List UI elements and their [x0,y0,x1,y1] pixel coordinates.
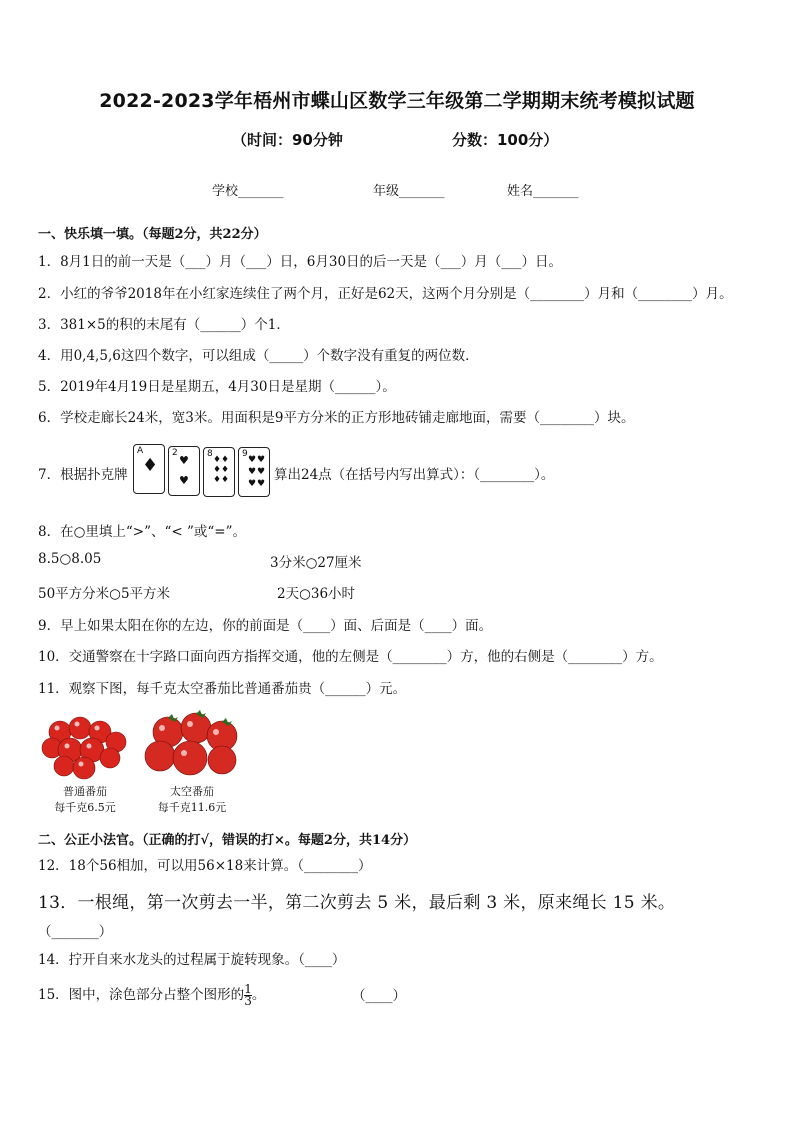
ordinary-tomato-image [40,710,130,780]
question-8b: 3分米○27厘米 [270,555,362,571]
card-4-suit-icon-f: ♥ [257,479,266,489]
card-1-suit-icon: ♦ [142,455,159,476]
fraction-numerator: 1 [244,982,252,996]
question-15-answer: （____） [352,988,406,1004]
name-field: 姓名_______ [507,184,579,199]
space-tomato-name: 太空番茄 [170,785,214,798]
question-3: 3．381×5的积的末尾有（______）个1． [38,317,290,333]
playing-card-2 [168,446,200,496]
score-label: 分数：100分） [452,131,559,149]
playing-card-3 [203,447,235,497]
question-7-prefix: 7．根据扑克牌 [38,467,128,483]
space-tomato-image [142,708,242,780]
card-3-suit-icon-c: ♦ [213,465,222,475]
card-3-suit-icon-b: ♦ [221,455,230,465]
card-4-rank: 9 [242,449,248,459]
card-3-suit-icon: ♦ [213,455,222,465]
card-3-suit-icon-f: ♦ [221,475,230,485]
question-4: 4．用0,4,5,6这四个数字，可以组成（_____）个数字没有重复的两位数． [38,348,479,364]
question-8a: 8.5○8.05 [38,551,102,567]
question-11: 11．观察下图，每千克太空番茄比普通番茄贵（______）元。 [38,681,407,697]
playing-card-4 [238,447,270,497]
section2-heading: 二、公正小法官。（正确的打√，错误的打×。每题2分，共14分） [38,833,417,848]
page-title: 2022-2023学年梧州市蝶山区数学三年级第二学期期末统考模拟试题 [99,90,695,112]
question-13: 13．一根绳，第一次剪去一半，第二次剪去 5 米，最后剩 3 米，原来绳长 15 米。 [38,893,676,913]
question-8: 8．在○里填上“>”、“< ”或“=”。 [38,524,247,540]
school-field: 学校_______ [212,184,284,199]
card-3-rank: 8 [207,449,213,459]
playing-card-1 [133,444,165,494]
card-4-suit-icon-c: ♥ [248,467,257,477]
card-4-suit-icon-d: ♥ [257,467,266,477]
question-15 [38,983,265,1007]
question-15-text: 15．图中，涂色部分占整个图形的 [38,987,245,1003]
question-15-end: 。 [251,987,266,1003]
card-2-rank: 2 [172,448,178,458]
card-2-suit-icon-b: ♥ [179,474,189,487]
space-tomato-price: 每千克11.6元 [157,801,227,814]
card-4-suit-icon-e: ♥ [248,479,257,489]
card-4-suit-icon: ♥ [248,455,257,465]
grade-field: 年级_______ [373,184,445,199]
card-3-suit-icon-e: ♦ [213,475,222,485]
question-6: 6．学校走廊长24米，宽3米。用面积是9平方分米的正方形地砖铺走廊地面，需要（________）块。 [38,410,635,426]
card-3-suit-icon-d: ♦ [221,465,230,475]
question-7-suffix: 算出24点（在括号内写出算式）：（________）。 [274,467,555,483]
question-10: 10．交通警察在十字路口面向西方指挥交通，他的左侧是（________）方，他的右侧是（________）方。 [38,649,663,665]
question-12: 12．18个56相加，可以用56×18来计算。（________） [38,858,372,874]
question-8c: 50平方分米○5平方米 [38,586,171,602]
card-2-suit-icon: ♥ [179,454,189,467]
question-1: 1．8月1日的前一天是（___）月（___）日，6月30日的后一天是（___）月（___）日。 [38,254,563,270]
question-2: 2．小红的爷爷2018年在小红家连续住了两个月，正好是62天，这两个月分别是（________）月和（________）月。 [38,286,733,302]
question-13-answer: （_______） [38,924,113,940]
fraction-one-third [244,984,252,1007]
card-4-suit-icon-b: ♥ [257,455,266,465]
time-label: （时间：90分钟 [232,131,343,149]
question-9: 9．早上如果太阳在你的左边，你的前面是（____）面、后面是（____）面。 [38,618,493,634]
question-14: 14．拧开自来水龙头的过程属于旋转现象。（____） [38,952,346,968]
question-8d: 2天○36小时 [277,586,356,602]
fraction-denominator: 3 [244,994,252,1008]
section1-heading: 一、快乐填一填。（每题2分，共22分） [38,227,267,242]
ordinary-tomato-price: 每千克6.5元 [54,801,116,814]
ordinary-tomato-name: 普通番茄 [63,785,107,798]
question-5: 5．2019年4月19日是星期五，4月30日是星期（______）。 [38,379,396,395]
card-1-rank: A [137,446,144,456]
